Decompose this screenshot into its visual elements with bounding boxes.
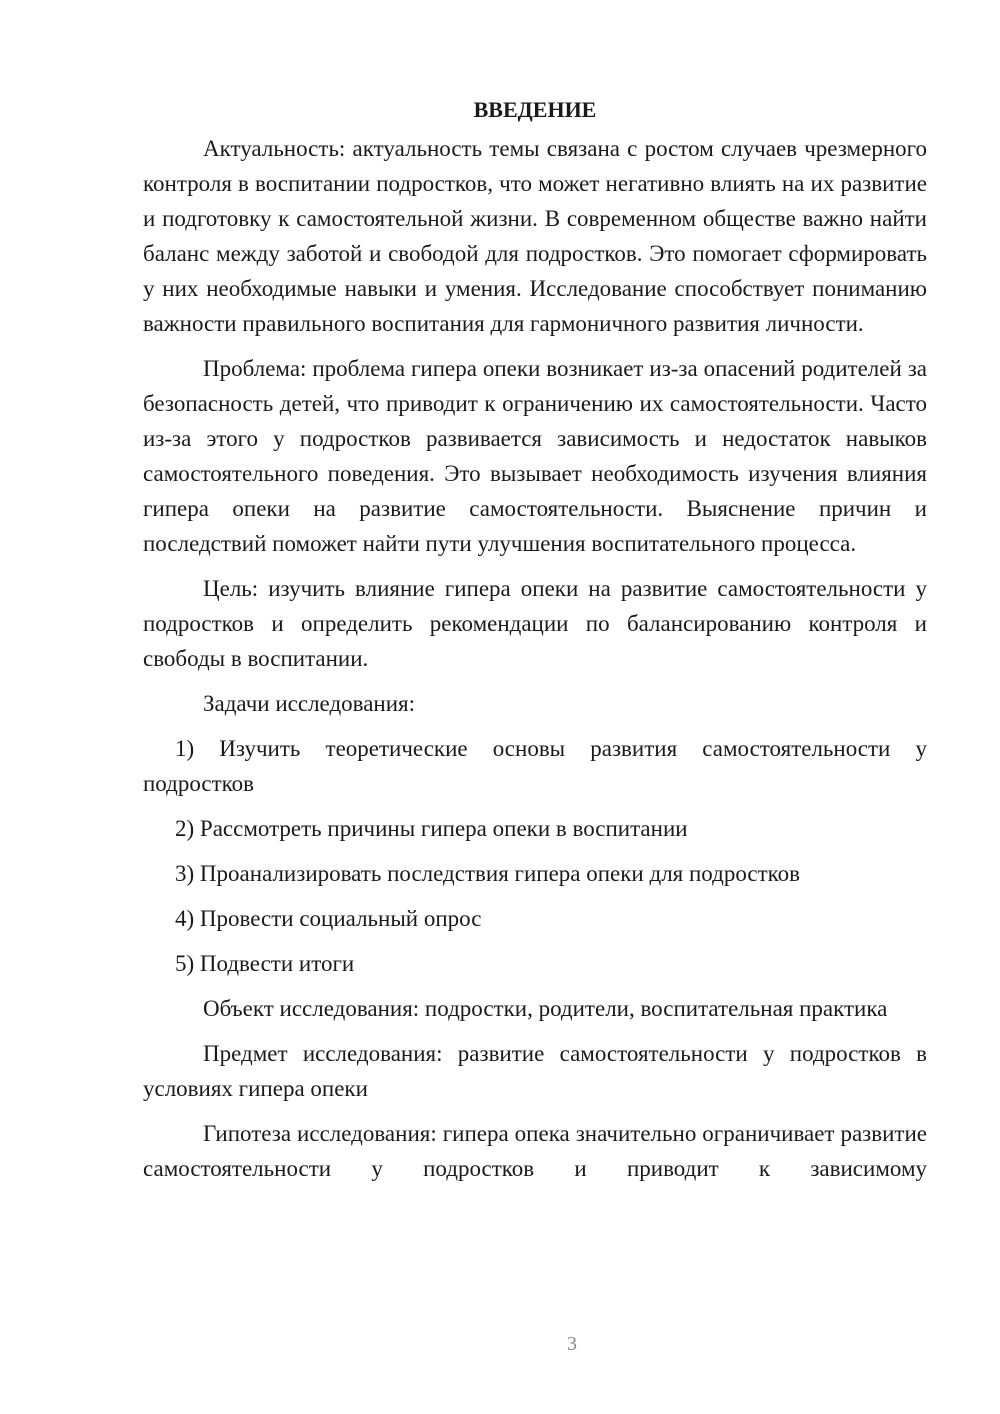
relevance-paragraph: Актуальность: актуальность темы связана с ростом случаев чрезмерного контроля в воспитании подростков, что может негативно влиять на их развитие и подготовку к самостоятельной жизни. В современном обществе важно найти баланс между заботой и свободой для подростков. Это помогает сформировать у них необходимые навыки и умения. Исследование способствует пониманию важности правильного воспитания для гармоничного развития личности. [143,136,927,336]
task-item-5: 5) Подвести итоги [175,951,355,976]
task-item-1: 1) Изучить теоретические основы развития самостоятельности у подростков [143,736,927,796]
object-paragraph: Объект исследования: подростки, родители, воспитательная практика [203,996,888,1021]
goal-paragraph: Цель: изучить влияние гипера опеки на развитие самостоятельности у подростков и определить рекомендации по балансированию контроля и свободы в воспитании. [143,576,927,671]
tasks-title: Задачи исследования: [203,691,416,716]
task-item-3: 3) Проанализировать последствия гипера опеки для подростков [175,861,801,886]
subject-paragraph: Предмет исследования: развитие самостоятельности у подростков в условиях гипера опеки [143,1041,927,1101]
page-number: 3 [567,1333,577,1355]
task-item-2: 2) Рассмотреть причины гипера опеки в воспитании [175,816,688,841]
page-content [143,92,927,1196]
problem-paragraph: Проблема: проблема гипера опеки возникает из-за опасений родителей за безопасность детей, что приводит к ограничению их самостоятельности. Часто из-за этого у подростков развивается зависимость и недостаток навыков самостоятельного поведения. Это вызывает необходимость изучения влияния гипера опеки на развитие самостоятельности. Выяснение причин и последствий поможет найти пути улучшения воспитательного процесса. [143,356,927,556]
page-title: ВВЕДЕНИЕ [473,97,597,122]
task-item-4: 4) Провести социальный опрос [175,906,482,931]
hypothesis-paragraph: Гипотеза исследования: гипера опека значительно ограничивает развитие самостоятельности у подростков и приводит к зависимому [143,1121,927,1181]
